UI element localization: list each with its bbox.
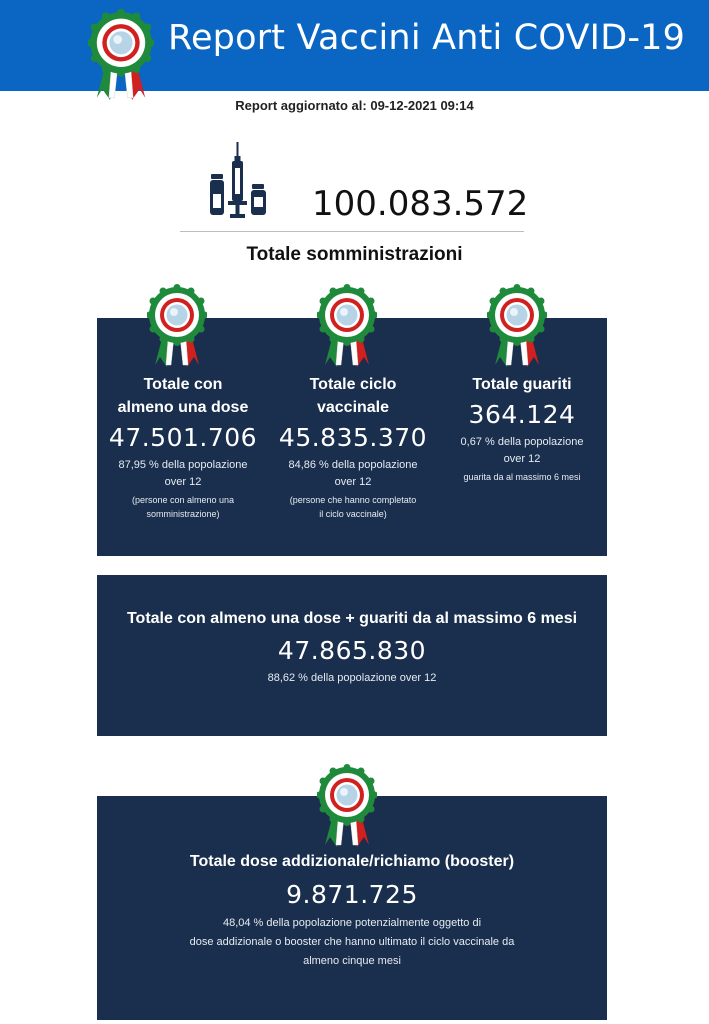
card-value: 364.124 — [468, 400, 576, 429]
rosette-icon — [317, 764, 377, 850]
booster-title: Totale dose addizionale/richiamo (booster) — [189, 853, 515, 870]
combined-value: 47.865.830 — [277, 636, 427, 665]
card-recovered — [437, 373, 607, 484]
card-full-cycle — [267, 373, 439, 521]
card-note: (persone con almeno una somministrazione) — [131, 495, 235, 519]
total-administrations-label: Totale somministrazioni — [246, 244, 463, 265]
combined-title: Totale con almeno una dose + guariti da al massimo 6 mesi — [126, 610, 578, 627]
card-percentage: 87,95 % della popolazione over 12 — [118, 459, 248, 488]
rosette-icon — [88, 8, 154, 104]
total-administrations-value: 100.083.572 — [312, 184, 529, 224]
card-at-least-one-dose — [97, 373, 269, 521]
booster-value: 9.871.725 — [286, 880, 418, 909]
card-title: Totale ciclo vaccinale — [309, 376, 397, 416]
combined-panel — [97, 575, 607, 736]
card-note: (persone che hanno completato il ciclo vaccinale) — [289, 495, 417, 519]
card-value: 47.501.706 — [108, 423, 258, 452]
rosette-icon — [487, 284, 547, 370]
page-header — [0, 0, 709, 91]
card-note: guarita da al massimo 6 mesi — [463, 472, 581, 482]
rosette-icon — [317, 284, 377, 370]
card-value: 45.835.370 — [278, 423, 428, 452]
card-percentage: 84,86 % della popolazione over 12 — [288, 459, 418, 488]
booster-percentage: 48,04 % della popolazione potenzialmente oggetto di dose addizionale o booster che hanno ultimato il ciclo vaccinale da almeno cinque mesi — [189, 917, 515, 967]
vaccine-icon — [207, 142, 269, 220]
card-title: Totale con almeno una dose — [117, 376, 249, 416]
card-title: Totale guariti — [472, 376, 572, 393]
rosette-icon — [147, 284, 207, 370]
divider — [180, 231, 524, 232]
combined-percentage: 88,62 % della popolazione over 12 — [267, 672, 437, 684]
report-updated-timestamp: Report aggiornato al: 09-12-2021 09:14 — [235, 98, 474, 113]
card-percentage: 0,67 % della popolazione over 12 — [460, 436, 584, 465]
page-title: Report Vaccini Anti COVID-19 — [168, 18, 686, 58]
